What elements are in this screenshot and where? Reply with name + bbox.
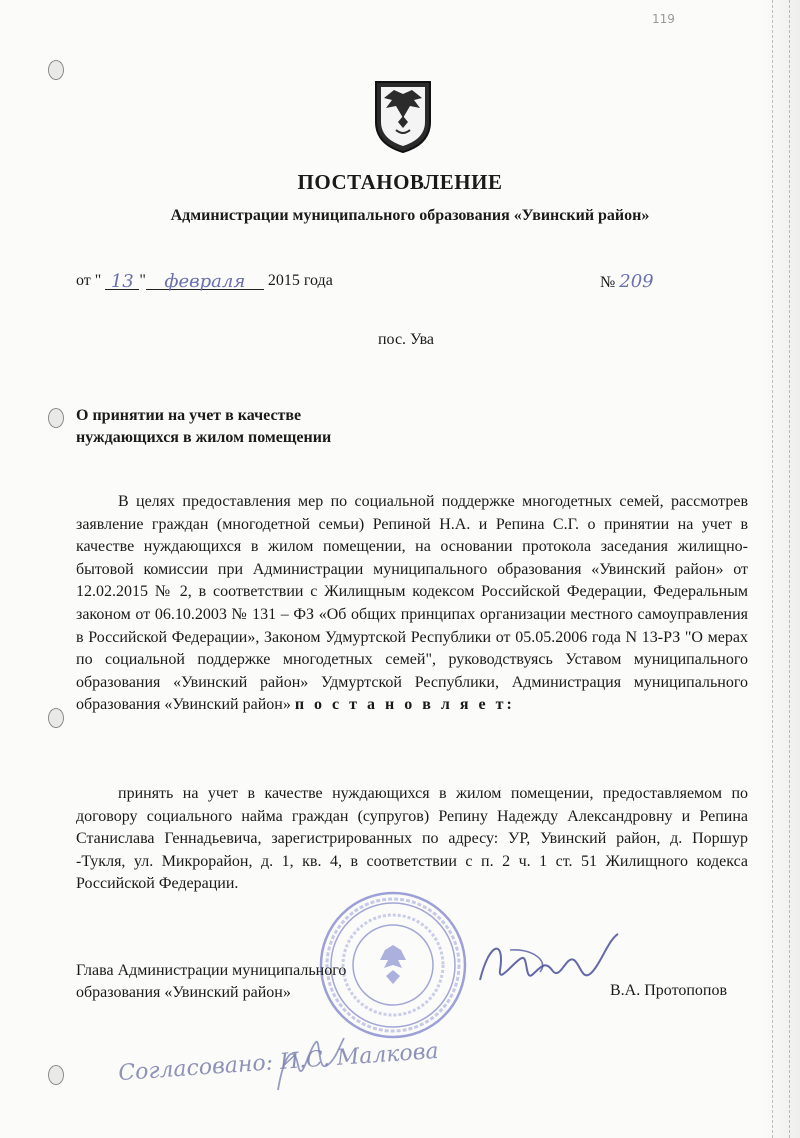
- date-prefix: от: [76, 272, 91, 289]
- resolution-paragraph: принять на учет в качестве нуждающихся в жилом помещении, предоставляемом по договору социального найма граждан (супругов) Репину Надежду Александровну и Репина Станислава Геннадьевича, зарегистрированных по адресу: УР, Увинский район, д. Поршур -Тукля, ул. Микрорайон, д. 1, кв. 4, в соответствии с п. 2 ч. 1 ст. 51 Жилищного кодекса Российской Федерации.: [76, 785, 748, 893]
- preamble-text: В целях предоставления мер по социальной поддержке многодетных семей, рассмотрев заявление граждан (многодетной семьи) Репиной Н.А. и Репина С.Г. о принятии на учет в качестве нуждающихся в жилом помещении, на основании протокола заседания жилищно-бытовой комиссии при Администрации муниципального образования «Увинский район» от 12.02.2015 № 2, в соответствии с Жилищным кодексом Российской Федерации, Федеральным законом от 06.10.2003 № 131 – ФЗ «Об общих принципах организации местного самоуправления в Российской Федерации», Законом Удмуртской Республики от 05.05.2006 года N 13-РЗ "О мерах по социальной поддержке многодетных семей", руководствуясь Уставом муниципального образования «Увинский район» Удмуртской Республики, Администрация муниципального образования «Увинский район»: [76, 493, 748, 714]
- number-label: №: [600, 274, 616, 291]
- punch-hole: [48, 60, 64, 80]
- approval-note: Согласовано: И.С. Малкова: [117, 1038, 440, 1087]
- position-line-2: образования «Увинский район»: [76, 984, 291, 1001]
- resolves-word: п о с т а н о в л я е т:: [294, 696, 515, 714]
- issuing-authority: Администрации муниципального образования «Увинский район»: [170, 207, 650, 224]
- subject-line-1: О принятии на учет в качестве: [76, 407, 302, 424]
- document-number-line: [600, 271, 654, 292]
- date-month-field: [146, 271, 264, 290]
- date-day: 13: [110, 271, 134, 292]
- document-number: 209: [619, 271, 654, 292]
- preamble-paragraph: [76, 491, 748, 717]
- date-day-field: [105, 271, 139, 290]
- date-year: 2015 года: [267, 272, 333, 289]
- place-of-issue: пос. Ува: [377, 331, 435, 348]
- coat-of-arms-emblem: [372, 78, 434, 154]
- date-line: от " 13 " февраля 2015 года: [76, 271, 333, 292]
- signatory-name: В.А. Протопопов: [610, 982, 728, 999]
- signatory-position: [76, 960, 346, 1004]
- position-line-1: Глава Администрации муниципального: [76, 962, 347, 979]
- handwritten-signature: [470, 930, 630, 1000]
- subject-line-2: нуждающихся в жилом помещении: [76, 429, 332, 446]
- punch-hole: [48, 1065, 64, 1085]
- date-month: февраля: [164, 271, 246, 292]
- punch-hole: [48, 708, 64, 728]
- subject-heading: [76, 405, 331, 449]
- approval-signature: [268, 1030, 348, 1100]
- document-title: ПОСТАНОВЛЕНИЕ: [297, 170, 503, 194]
- punch-hole: [48, 408, 64, 428]
- page-number: 119: [652, 12, 675, 26]
- number-field: [619, 271, 654, 292]
